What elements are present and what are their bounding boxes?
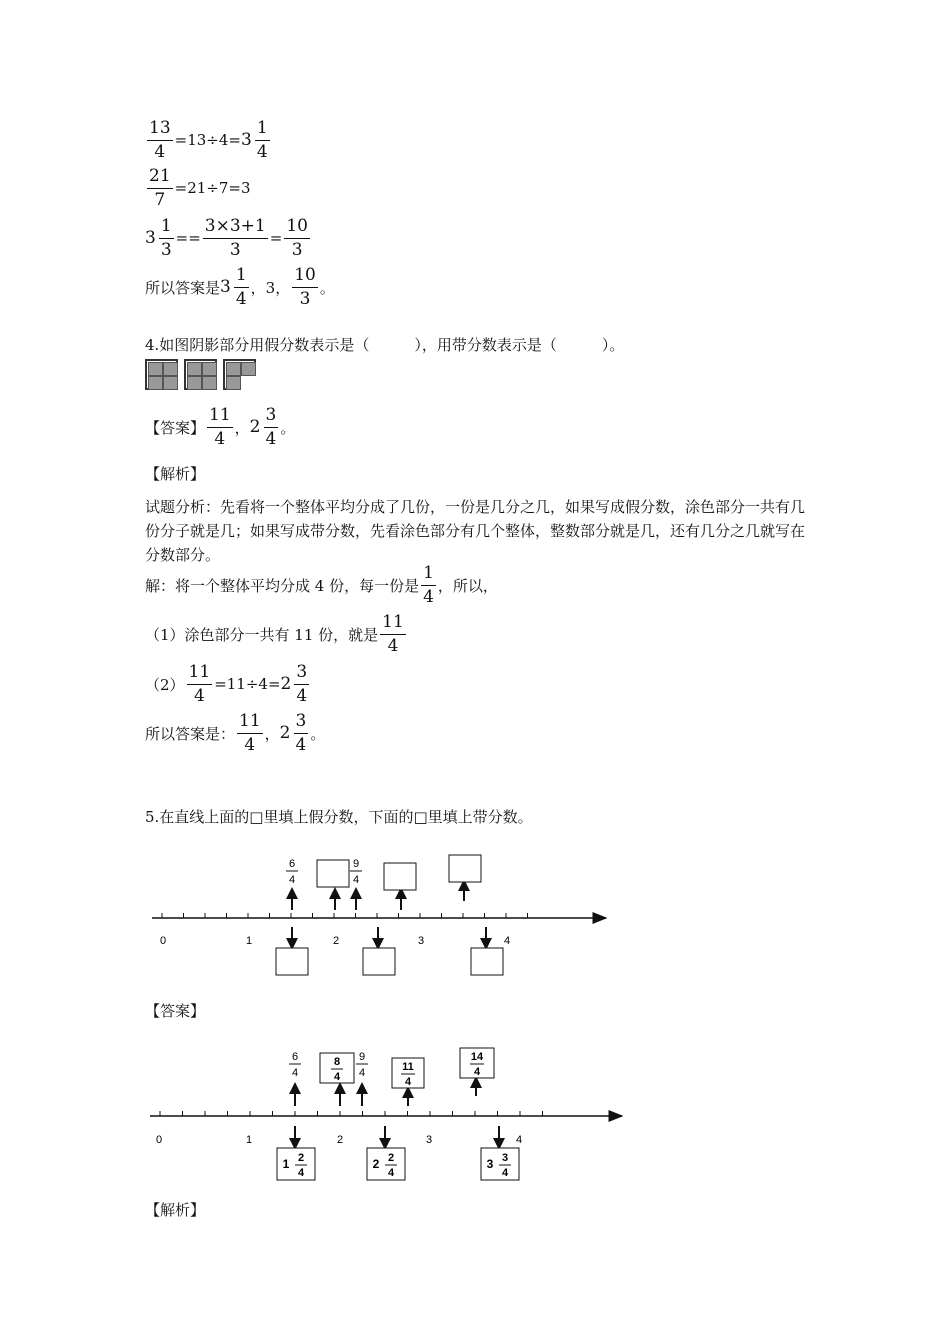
fraction: $\frac{13}{4}$ <box>149 117 171 162</box>
given-denominator-4: 4 <box>291 1067 299 1079</box>
svg-text:14: 14 <box>470 1051 484 1063</box>
q4-solution-line: 解：将一个整体平均分成 4 份，每一份是 $\frac{1}{4}$ ，所以， <box>145 562 498 607</box>
calc-line-2: $\frac{21}{7}$ =21÷7=3 <box>149 165 251 210</box>
axis-label-4: 4 <box>504 935 511 947</box>
svg-text:4: 4 <box>387 1167 395 1179</box>
calc-line-3: 3 $\frac{1}{3}$ == $\frac{3\times 3+1}{3}$ = $\frac{10}{3}$ <box>145 215 308 260</box>
empty-answer-box <box>449 855 481 882</box>
axis-label-4: 4 <box>516 1134 523 1146</box>
svg-text:2: 2 <box>297 1152 305 1164</box>
axis-label-2: 2 <box>337 1134 344 1146</box>
given-numerator-9: 9 <box>352 858 360 870</box>
fraction: $\frac{1}{4}$ <box>423 562 434 607</box>
svg-text:4: 4 <box>333 1071 341 1083</box>
fraction: $\frac{10}{3}$ <box>294 264 316 309</box>
svg-text:4: 4 <box>297 1167 305 1179</box>
svg-text:1: 1 <box>282 1157 290 1171</box>
svg-text:4: 4 <box>404 1076 412 1088</box>
given-denominator-4: 4 <box>352 874 360 886</box>
calc-line-1: $\frac{13}{4}$ =13÷4= 3 $\frac{1}{4}$ <box>149 117 268 162</box>
question-4: 4.如图阴影部分用假分数表示是（ ），用带分数表示是（ ）。 <box>145 336 625 354</box>
svg-text:4: 4 <box>501 1167 509 1179</box>
empty-answer-box <box>276 948 308 975</box>
q5-answer-label: 【答案】 <box>145 1002 206 1020</box>
fraction: $\frac{3\times 3+1}{3}$ <box>204 215 266 260</box>
svg-text:11: 11 <box>402 1061 414 1073</box>
fraction: $\frac{3}{4}$ <box>265 404 277 449</box>
q4-final-answer: 所以答案是： $\frac{11}{4}$ ， 2 $\frac{3}{4}$ 。 <box>145 710 326 755</box>
given-numerator-6: 6 <box>288 858 296 870</box>
number-line-answer <box>140 1040 640 1190</box>
svg-text:2: 2 <box>387 1152 395 1164</box>
axis-label-3: 3 <box>426 1134 433 1146</box>
fraction: $\frac{11}{4}$ <box>188 661 211 706</box>
empty-answer-box <box>363 948 395 975</box>
fraction: $\frac{21}{7}$ <box>149 165 171 210</box>
grid-square-2 <box>184 359 217 390</box>
svg-text:8: 8 <box>333 1056 341 1068</box>
svg-text:2: 2 <box>372 1157 380 1171</box>
grid-square-1 <box>145 359 178 390</box>
given-denominator-4: 4 <box>288 874 296 886</box>
q5-analysis-label: 【解析】 <box>145 1201 206 1219</box>
axis-label-1: 1 <box>246 1134 253 1146</box>
fraction: $\frac{11}{4}$ <box>239 710 261 755</box>
fraction: $\frac{3}{4}$ <box>295 710 307 755</box>
calc-answer-line: 所以答案是 3 $\frac{1}{4}$ ，3， $\frac{10}{3}$ 。 <box>145 264 335 309</box>
axis-label-0: 0 <box>160 935 167 947</box>
fraction: $\frac{11}{4}$ <box>209 404 231 449</box>
axis-label-3: 3 <box>418 935 425 947</box>
fraction: $\frac{1}{4}$ <box>235 264 247 309</box>
fraction: $\frac{1}{3}$ <box>160 215 172 260</box>
empty-answer-box <box>471 948 503 975</box>
svg-text:3: 3 <box>501 1152 509 1164</box>
q4-analysis-text: 试题分析：先看将一个整体平均分成了几份，一份是几分之几，如果写成假分数，涂色部分一共有几份分子就是几；如果写成带分数，先看涂色部分有几个整体，整数部分就是几，还有几分之几就写在分数部分。 <box>145 498 806 564</box>
q4-analysis-label: 【解析】 <box>145 465 206 483</box>
axis-label-1: 1 <box>246 935 253 947</box>
grid-square-3 <box>223 359 256 390</box>
number-line-question <box>140 845 620 985</box>
q4-step-2: （2） $\frac{11}{4}$ =11÷4= 2 $\frac{3}{4}$ <box>145 661 308 706</box>
fraction: $\frac{1}{4}$ <box>256 117 268 162</box>
fraction: $\frac{3}{4}$ <box>296 661 308 706</box>
svg-text:3: 3 <box>486 1157 494 1171</box>
question-5: 5.在直线上面的□里填上假分数，下面的□里填上带分数。 <box>145 808 533 826</box>
empty-answer-box <box>384 863 416 890</box>
empty-answer-box <box>317 860 349 887</box>
given-numerator-9: 9 <box>358 1051 366 1063</box>
q4-answer-line: 【答案】 $\frac{11}{4}$ ， 2 $\frac{3}{4}$ 。 <box>145 404 296 449</box>
q4-step-1: （1）涂色部分一共有 11 份，就是 $\frac{11}{4}$ <box>145 611 404 656</box>
svg-text:4: 4 <box>473 1066 481 1078</box>
axis-label-0: 0 <box>156 1134 163 1146</box>
fraction: $\frac{11}{4}$ <box>382 611 404 656</box>
fraction: $\frac{10}{3}$ <box>286 215 308 260</box>
given-numerator-6: 6 <box>291 1051 299 1063</box>
given-denominator-4: 4 <box>358 1067 366 1079</box>
axis-label-2: 2 <box>333 935 340 947</box>
